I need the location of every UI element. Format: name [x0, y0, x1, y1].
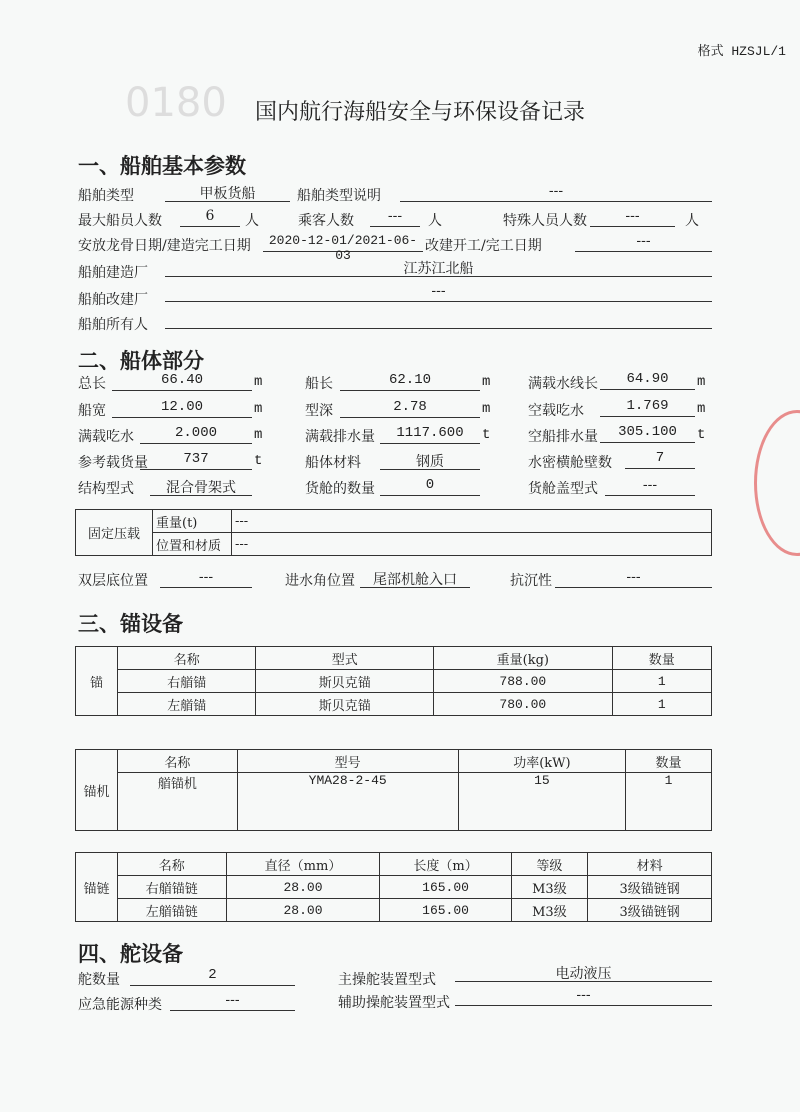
- section-1-heading: 一、船舶基本参数: [78, 154, 246, 178]
- field-flooding-angle: 尾部机舱入口: [360, 569, 470, 588]
- label: 船舶类型: [78, 188, 134, 204]
- cell: 1: [612, 693, 711, 716]
- field-structure: 混合骨架式: [150, 477, 252, 496]
- unit: t: [254, 453, 263, 469]
- label: 结构型式: [78, 481, 134, 497]
- table-row: [76, 899, 712, 922]
- label: 船舶改建厂: [78, 292, 148, 308]
- field-emergency-power: ---: [170, 992, 295, 1011]
- label: 参考载货量: [78, 455, 148, 471]
- label: 乘客人数: [298, 213, 354, 229]
- label: 船宽: [78, 403, 106, 419]
- field-ship-type: 甲板货船: [165, 183, 290, 202]
- unit: m: [482, 401, 491, 417]
- label: 船舶类型说明: [297, 188, 381, 204]
- field-light-displacement: 305.100: [600, 424, 695, 443]
- header: 型式: [256, 647, 434, 670]
- header: 等级: [511, 853, 588, 876]
- unit: 人: [245, 213, 259, 229]
- field-material: 钢质: [380, 451, 480, 470]
- field-lpp: 62.10: [340, 372, 480, 391]
- cell: 165.00: [380, 899, 511, 922]
- cell: 斯贝克锚: [256, 670, 434, 693]
- cell: 28.00: [226, 899, 380, 922]
- label: 满载排水量: [305, 429, 375, 445]
- windlass-table: [75, 749, 712, 831]
- field-rebuilder: ---: [165, 283, 712, 302]
- field-draft: 2.000: [140, 425, 252, 444]
- label: 应急能源种类: [78, 997, 162, 1013]
- field-rebuild-date: ---: [575, 233, 712, 252]
- unit: m: [254, 401, 263, 417]
- label: 主操舵装置型式: [338, 972, 436, 988]
- cell: YMA28-2-45: [237, 773, 458, 831]
- cell: 1: [626, 773, 712, 831]
- label: 抗沉性: [510, 573, 552, 589]
- header: 型号: [237, 750, 458, 773]
- field-deadweight: 737: [140, 451, 252, 470]
- cell: ---: [232, 510, 712, 533]
- label: 舵数量: [78, 972, 120, 988]
- unit: 人: [428, 213, 442, 229]
- cell: 左艏锚: [118, 693, 256, 716]
- label: 水密横舱壁数: [528, 455, 612, 471]
- anchor-table: [75, 646, 712, 716]
- label: 船舶建造厂: [78, 265, 148, 281]
- unit: m: [254, 427, 263, 443]
- row-label: 锚链: [76, 853, 118, 922]
- ballast-label: 固定压载: [76, 510, 153, 556]
- section-2-heading: 二、船体部分: [78, 349, 204, 373]
- field-aux-steering: ---: [455, 987, 712, 1006]
- unit: t: [697, 427, 706, 443]
- label: 货舱的数量: [305, 481, 375, 497]
- cell: 28.00: [226, 876, 380, 899]
- header: 材料: [588, 853, 712, 876]
- label: 货舱盖型式: [528, 481, 598, 497]
- header: 名称: [118, 750, 238, 773]
- label: 型深: [305, 403, 333, 419]
- header: 功率(kW): [458, 750, 625, 773]
- header: 长度（m）: [380, 853, 511, 876]
- section-4-heading: 四、舵设备: [78, 942, 183, 966]
- field-type-desc: ---: [400, 183, 712, 202]
- field-double-bottom: ---: [160, 569, 252, 588]
- form-code: 格式 HZSJL/1: [697, 44, 786, 59]
- unit: m: [697, 401, 706, 417]
- table-row: [76, 773, 712, 831]
- cell: M3级: [511, 876, 588, 899]
- cell: 1: [612, 670, 711, 693]
- row-label: 锚机: [76, 750, 118, 831]
- field-special: ---: [590, 208, 675, 227]
- header: 名称: [118, 647, 256, 670]
- field-light-draft: 1.769: [600, 398, 695, 417]
- label: 特殊人员人数: [503, 213, 587, 229]
- header: 重量(kg): [434, 647, 613, 670]
- field-keel-date: 2020-12-01/2021-06-03: [263, 233, 423, 252]
- cell: 15: [458, 773, 625, 831]
- cell: 788.00: [434, 670, 613, 693]
- chain-table: [75, 852, 712, 922]
- field-loa: 66.40: [112, 372, 252, 391]
- field-passengers: ---: [370, 208, 420, 227]
- label: 进水角位置: [285, 573, 355, 589]
- unit: m: [482, 374, 491, 390]
- cell: 165.00: [380, 876, 511, 899]
- field-bulkheads: 7: [625, 450, 695, 469]
- page-title: 国内航行海船安全与环保设备记录: [255, 100, 586, 125]
- unit: t: [482, 427, 491, 443]
- unit: m: [697, 374, 706, 390]
- cell: ---: [232, 533, 712, 556]
- cell: 3级锚链钢: [588, 876, 712, 899]
- field-unsinkability: ---: [555, 569, 712, 588]
- table-row: [76, 670, 712, 693]
- field-holds: 0: [380, 477, 480, 496]
- label: 满载水线长: [528, 376, 598, 392]
- field-lwl: 64.90: [600, 371, 695, 390]
- row-label: 锚: [76, 647, 118, 716]
- label: 船体材料: [305, 455, 361, 471]
- ballast-table: [75, 509, 712, 556]
- field-crew: 6: [180, 208, 240, 227]
- cell: 左艏锚链: [118, 899, 227, 922]
- header: 数量: [612, 647, 711, 670]
- table-row: [76, 693, 712, 716]
- serial-number: 0180: [125, 80, 227, 126]
- unit: m: [254, 374, 263, 390]
- label: 改建开工/完工日期: [425, 238, 542, 254]
- label: 最大船员人数: [78, 213, 162, 229]
- header: 数量: [626, 750, 712, 773]
- field-builder: 江苏江北船: [165, 258, 712, 277]
- field-depth: 2.78: [340, 399, 480, 418]
- label: 空载吃水: [528, 403, 584, 419]
- unit: 人: [685, 213, 699, 229]
- cell: 艏锚机: [118, 773, 238, 831]
- cell: 重量(t): [153, 510, 232, 533]
- label: 总长: [78, 376, 106, 392]
- cell: 右艏锚: [118, 670, 256, 693]
- cell: M3级: [511, 899, 588, 922]
- field-breadth: 12.00: [112, 399, 252, 418]
- cell: 位置和材质: [153, 533, 232, 556]
- label: 满载吃水: [78, 429, 134, 445]
- table-row: [76, 876, 712, 899]
- label: 船长: [305, 376, 333, 392]
- field-main-steering: 电动液压: [455, 963, 712, 982]
- label: 空船排水量: [528, 429, 598, 445]
- label: 双层底位置: [78, 573, 148, 589]
- label: 安放龙骨日期/建造完工日期: [78, 238, 251, 254]
- cell: 斯贝克锚: [256, 693, 434, 716]
- field-displacement: 1117.600: [380, 425, 480, 444]
- field-hatch-cover: ---: [605, 477, 695, 496]
- section-3-heading: 三、锚设备: [78, 612, 183, 636]
- header: 直径（mm）: [226, 853, 380, 876]
- cell: 780.00: [434, 693, 613, 716]
- cell: 3级锚链钢: [588, 899, 712, 922]
- cell: 右艏锚链: [118, 876, 227, 899]
- red-seal-stamp: [754, 410, 800, 556]
- field-rudder-count: 2: [130, 967, 295, 986]
- label: 船舶所有人: [78, 317, 148, 333]
- field-owner: [165, 310, 712, 329]
- header: 名称: [118, 853, 227, 876]
- label: 辅助操舵装置型式: [338, 995, 450, 1011]
